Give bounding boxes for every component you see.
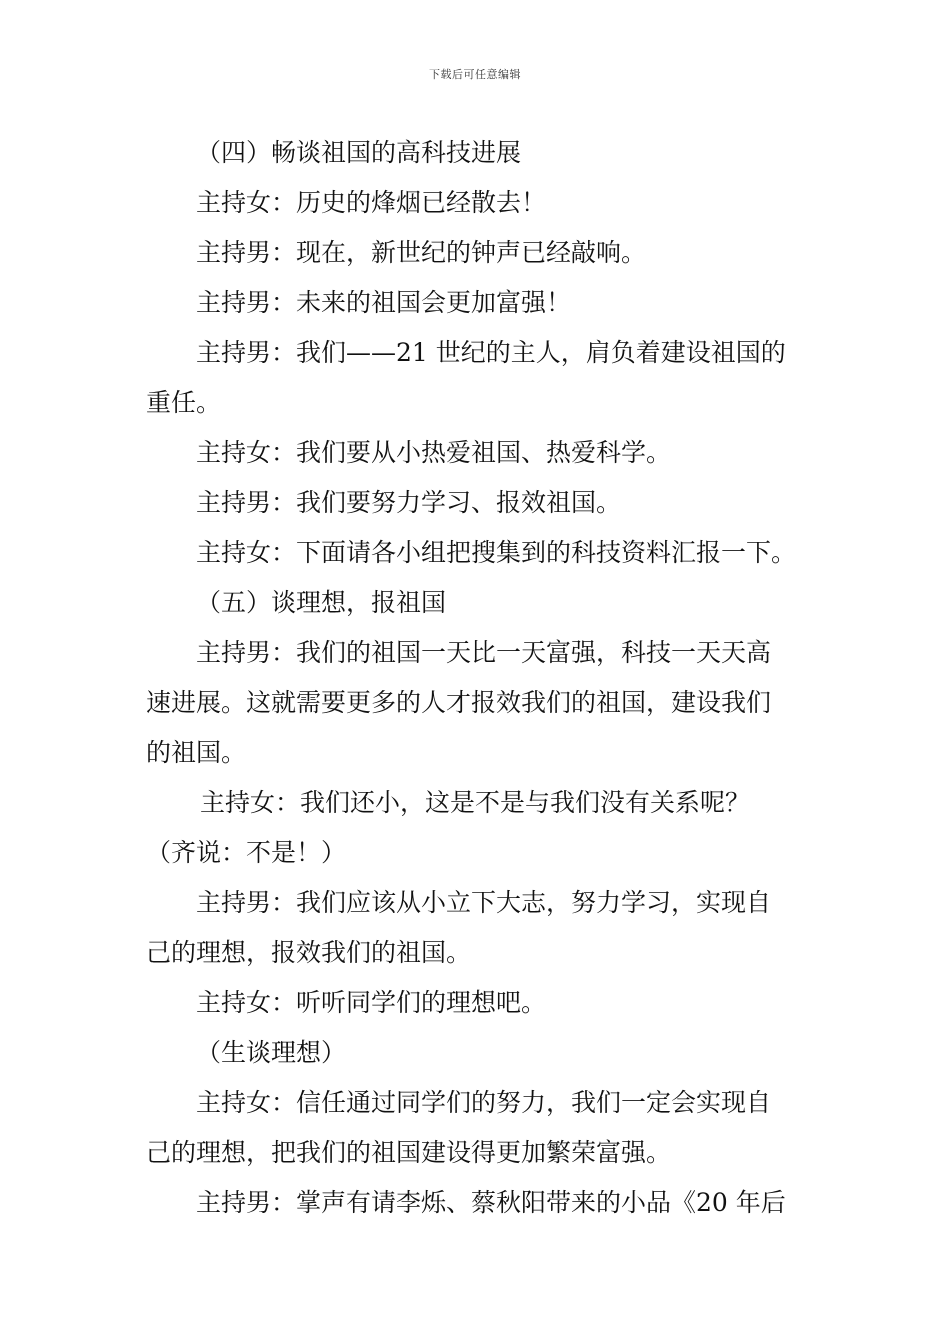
dialogue-line-continuation: 重任。: [146, 388, 222, 417]
dialogue-line: 主持男：我们要努力学习、报效祖国。: [196, 488, 622, 517]
dialogue-line-continuation: 的祖国。: [146, 738, 247, 767]
dialogue-line: 主持女：历史的烽烟已经散去！: [196, 188, 547, 217]
section-heading: （四）畅谈祖国的高科技进展: [196, 138, 522, 167]
dialogue-line-continuation: 己的理想，报效我们的祖国。: [146, 938, 472, 967]
dialogue-line: 主持男：未来的祖国会更加富强！: [196, 288, 572, 317]
page-header-watermark: 下载后可任意编辑: [429, 68, 521, 81]
dialogue-line: 主持男：我们——21 世纪的主人，肩负着建设祖国的: [196, 338, 786, 367]
dialogue-line-continuation: （齐说：不是！）: [146, 838, 347, 867]
dialogue-line: 主持男：我们的祖国一天比一天富强，科技一天天高: [196, 638, 772, 667]
dialogue-line: 主持男：掌声有请李烁、蔡秋阳带来的小品《20 年后: [196, 1188, 786, 1217]
section-heading: （五）谈理想，报祖国: [196, 588, 447, 617]
document-body: [146, 128, 810, 1228]
dialogue-line: 主持女：我们要从小热爱祖国、热爱科学。: [196, 438, 672, 467]
dialogue-line: 主持女：听听同学们的理想吧。: [196, 988, 547, 1017]
dialogue-line: 主持女：下面请各小组把搜集到的科技资料汇报一下。: [196, 538, 797, 567]
dialogue-line-continuation: 速进展。这就需要更多的人才报效我们的祖国，建设我们: [146, 688, 772, 717]
dialogue-line: 主持男：我们应该从小立下大志，努力学习，实现自: [196, 888, 772, 917]
stage-direction: （生谈理想）: [196, 1038, 347, 1067]
dialogue-line-continuation: 己的理想，把我们的祖国建设得更加繁荣富强。: [146, 1138, 672, 1167]
dialogue-line: 主持女：我们还小，这是不是与我们没有关系呢？: [200, 788, 751, 817]
dialogue-line: 主持男：现在，新世纪的钟声已经敲响。: [196, 238, 647, 267]
dialogue-line: 主持女：信任通过同学们的努力，我们一定会实现自: [196, 1088, 772, 1117]
